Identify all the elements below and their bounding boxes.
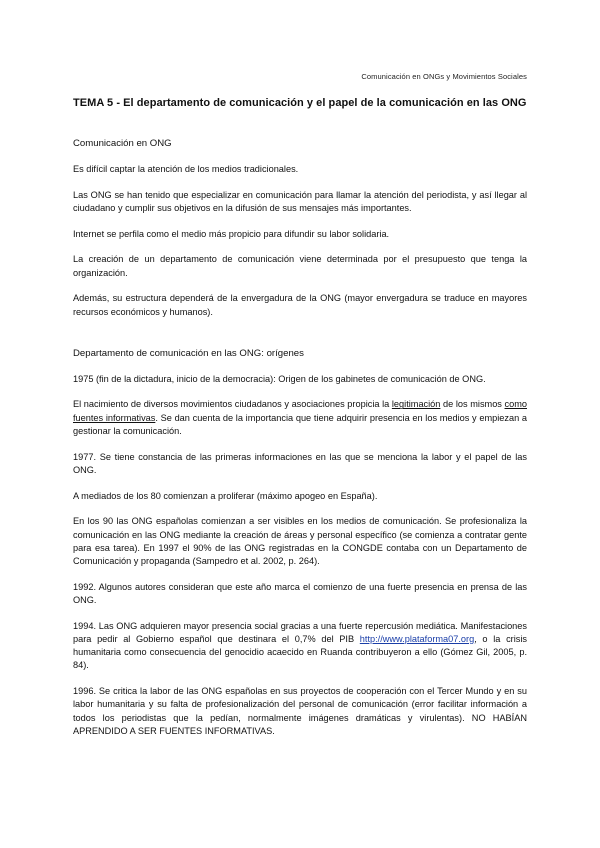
text-segment: El nacimiento de diversos movimientos ciudadanos y asociaciones propicia la: [73, 399, 392, 410]
paragraph-90s: En los 90 las ONG españolas comienzan a ser visibles en los medios de comunicación. Se profesionaliza la comunicación en las ONG mediante la creación de áreas y personal específico (se comienza a contratar gente para esa tarea). En 1997 el 90% de las ONG registradas en la CONGDE contaba con un Departamento de Comunicación y propaganda (Sampedro et al. 2002, p. 264).: [73, 516, 527, 566]
text-segment: de los mismos: [440, 399, 505, 410]
section-heading-origenes: Departamento de comunicación en las ONG: orígenes: [73, 347, 304, 359]
paragraph-1975: 1975 (fin de la dictadura, inicio de la democracia): Origen de los gabinetes de comunicación de ONG.: [73, 373, 486, 384]
paragraph-1996: 1996. Se critica la labor de las ONG españolas en sus proyectos de cooperación con el Tercer Mundo y en su labor humanitaria y su falta de profesionalización del personal de comunicación (error facilitar información a todos los periodistas que la pedían, normalmente imágenes dramáticas y virulentas). NO HABÍAN APRENDIDO A SER FUENTES INFORMATIVAS.: [73, 686, 527, 736]
paragraph-1992: 1992. Algunos autores consideran que este año marca el comienzo de una fuerte presencia en prensa de las ONG.: [73, 581, 527, 605]
paragraph-80s: A mediados de los 80 comienzan a proliferar (máximo apogeo en España).: [73, 490, 378, 501]
paragraph-estructura: Además, su estructura dependerá de la envergadura de la ONG (mayor envergadura se traduce en mayores recursos económicos y humanos).: [73, 293, 527, 317]
underlined-fuentes: como fuentes informativas: [73, 399, 527, 423]
paragraph-presupuesto: La creación de un departamento de comunicación viene determinada por el presupuesto que tenga la organización.: [73, 254, 527, 278]
section-heading-comunicacion: Comunicación en ONG: [73, 138, 172, 149]
paragraph-1994: [73, 620, 527, 673]
paragraph-movimientos: [73, 398, 527, 438]
paragraph-especializar: Las ONG se han tenido que especializar en comunicación para llamar la atención del periodista, y así llegar al ciudadano y cumplir sus objetivos en la difusión de sus mensajes más importantes.: [73, 189, 527, 213]
paragraph-1977: 1977. Se tiene constancia de las primeras informaciones en las que se menciona la labor y el papel de las ONG.: [73, 451, 527, 475]
plataforma-link[interactable]: http://www.plataforma07.org: [359, 634, 475, 644]
text-segment: , o la crisis humanitaria como consecuencia del genocidio acaecido en Ruanda contribuyeron a ello (Gómez Gil, 2005, p. 84).: [73, 634, 527, 671]
document-body: [73, 137, 527, 751]
document-title: TEMA 5 - El departamento de comunicación y el papel de la comunicación en las ONG: [73, 97, 527, 109]
running-header: Comunicación en ONGs y Movimientos Sociales: [361, 72, 527, 81]
text-segment: . Se dan cuenta de la importancia que tiene adquirir presencia en los medios y empiezan a gestionar la comunicación.: [73, 412, 527, 436]
text-segment: 1994. Las ONG adquieren mayor presencia social gracias a una fuerte repercusión mediática. Manifestaciones para pedir al Gobierno español que destinara el 0,7% del PIB: [73, 620, 527, 644]
paragraph-internet: Internet se perfila como el medio más propicio para difundir su labor solidaria.: [73, 228, 390, 239]
paragraph-medios: Es difícil captar la atención de los medios tradicionales.: [73, 163, 299, 174]
underlined-legitimacion: legitimación: [391, 399, 441, 410]
